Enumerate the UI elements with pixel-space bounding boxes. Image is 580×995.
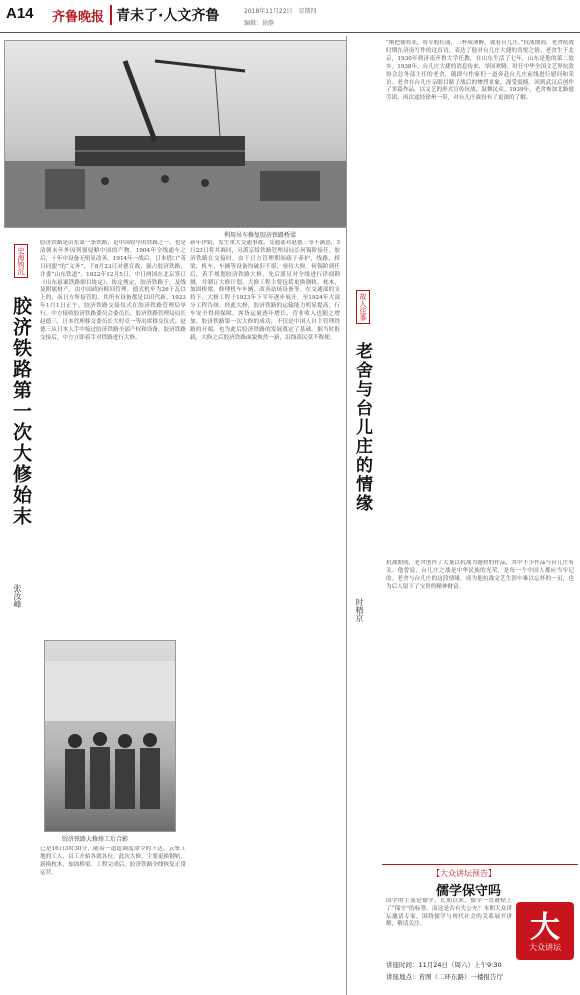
newspaper-logo: 齐鲁晚报 xyxy=(52,10,105,25)
lecture-description: 国学的主流是儒学。长期以来，儒学一直被贴上了“保守”的标签，而这是否有失公允？本期大众讲坛邀请专家，围绕儒学与现代社会的关系展开讲解，敬请关注。 xyxy=(386,898,512,928)
article1-body-col2: 新年伊始，发生重大交通事故。交通部对赵德三等不满意，3月23日将其调回，另派京绥铁路管理局局长何锡阶接任。胶济铁路在交接时，由于日方管理期间疏于养护，线路、桥梁、机车、车辆等设备均破旧不堪，亟待大修。何锡阶到任后，着手规划胶济铁路大修，先后派员对全线进行详细勘测，并制订大修计划。大修工程主要包括更换钢轨、枕木，加固桥梁，修理机车车辆，改善站场设备等。在交通部的支持下，大修工程于1923年下半年逐步展开，至1924年大部分工程告竣。经此大修，胶济铁路的运输能力明显提高，行车安全得到保障，客货运量逐年增长，营业收入也随之增加。胶济铁路第一次大修的成功，不仅是中国人自主管理铁路的开端，也为此后胶济铁路的发展奠定了基础。据当时报载，大修之后胶济铁路面貌焕然一新，沿线商民莫不称便。 xyxy=(190,240,340,341)
article2-column-tag: 故人往事 xyxy=(356,290,370,324)
article1-body-col3: 已是16日3时30分，随着一道道调度命令的下达，云集工地的工人、员工开始各就各位。此次大修，主要更换钢轨，新换枕木，加固桥梁。工程完成后，胶济铁路全线恢复正常运营。 xyxy=(40,846,186,876)
editor-credit: 编辑：徐静 xyxy=(244,20,275,27)
article1-author: 张汝峰 xyxy=(13,584,22,608)
lecture-place: 讲座地点：省图（二环东路）一楼报告厅 xyxy=(386,973,503,981)
railway-bridge-photo xyxy=(4,40,347,228)
column-divider xyxy=(346,36,347,995)
lecture-logo-text: 大众讲坛 xyxy=(529,943,561,952)
page-number: A14 xyxy=(6,5,34,22)
group-photo xyxy=(44,640,176,832)
article2-title: 老舍与台儿庄的情缘 xyxy=(352,342,372,513)
article1-body-col1: 胶济铁路是山东第一条铁路，是中国较早的铁路之一，也是清朝末年外国列强侵略中国的产物。1904年全线通车之后，十年中设备无明显改善。1914年一战后，日本借口“英日同盟”的“义务”，于8月23日对德宣战，强占胶济铁路，并委“山东铁道”。1922年12月5日，中日两国在北京签订《山东悬案铁路细目协定》，协定规定，胶济铁路于，及线及附属财产，由中国政府赎回管理。德式机车为26千瓦以上的，而日方所接管的，其所有设备都是以旧代新。1923年1月1日正午，胶济铁路交接仪式在胶济铁路管理局举行。中方接收胶济铁路委员会委员长、胶济铁路管理局局长赵德三，日本代理移交委员长大村卓一等出席移交仪式。赵德三从日本人手中接过胶济铁路全部产权和设备。胶济铁路交接后，中方立即着手对铁路进行大修。 xyxy=(40,240,186,341)
article1-title: 胶济铁路第一次大修始末 xyxy=(10,296,32,527)
crane-photo-illustration xyxy=(5,41,346,227)
lecture-logo-glyph: 大 xyxy=(530,910,560,945)
article2-author: 时精京 xyxy=(355,598,364,622)
photo1-caption: 利用吊车修复胶济铁路桥梁 xyxy=(224,232,297,239)
section-title: 青未了·人文齐鲁 xyxy=(110,5,219,25)
group-photo-illustration xyxy=(45,641,175,831)
article2-body-col1: “刚把儒将米，将军般壮丽，三杯成薄醉，就看台儿庄。”抗战期间，老舍抗战时期在济南写作的这首诗，表达了他对台儿庄大捷的喜悦之情。老舍生于北京，1930年到济南齐鲁大学任教，在山东生活了七年，山东是他的第二故乡。1938年，台儿庄大捷的消息传来，举国欢腾。时任中华全国文艺界抗敌协会总务部主任的老舍，随即与作家们一道奔赴台儿庄前线进行慰问和采访。老舍在台儿庄亲眼目睹了战后的惨烈景象，深受震撼，回到武汉后创作了多篇作品，以文艺的形式宣传抗战，鼓舞民众。1939年，老舍参加北路慰劳团，再次途经徐州一带，对台儿庄战役有了更深的了解。 xyxy=(386,40,574,102)
photo2-caption: 胶济铁路大修竣工后合影 xyxy=(62,836,129,843)
lecture-time: 讲座时间：11月24日（周六）上午9:30 xyxy=(386,961,502,969)
article1-column-tag: 史海钩沉 xyxy=(14,244,28,278)
issue-date: 2018年11月22日 星期四 xyxy=(244,8,317,15)
lecture-title: 儒学保守吗 xyxy=(436,884,502,899)
article2-body-col2: 抗战期间，老舍创作了大量以抗战为题材的作品，其中不少作品与台儿庄有关。他曾说，台儿庄之战是中华民族的光荣，是每一个中国人都应当牢记的。老舍与台儿庄的这段情缘，成为他抗战文艺生涯中难以忘怀的一页，也为后人留下了宝贵的精神财富。 xyxy=(386,560,574,590)
lecture-tag: 【大众讲坛预告】 xyxy=(432,869,496,878)
